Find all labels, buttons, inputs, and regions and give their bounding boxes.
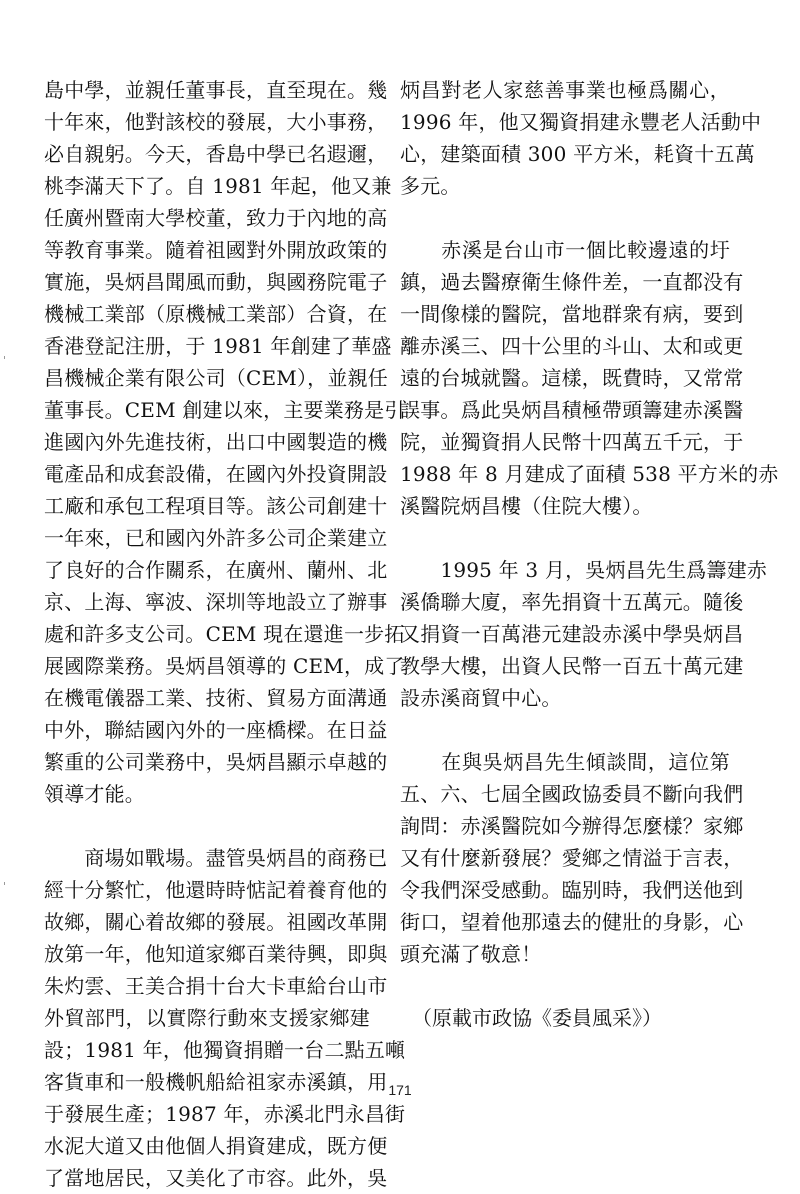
text-line: 繁重的公司業務中，吳炳昌顯示卓越的 [44,750,388,774]
text-line: 客貨車和一般機帆船給祖家赤溪鎮，用 [44,1070,388,1094]
text-line: 五、六、七屆全國政協委員不斷向我們 [400,782,744,806]
text-line: 進國內外先進技術，出口中國製造的機 [44,430,388,454]
text-line: 又有什麼新發展？愛鄉之情溢于言表， [400,846,744,870]
text-line: 炳昌對老人家慈善事業也極爲關心， [400,78,730,102]
scan-margin-mark [4,356,5,359]
text-line: 教學大樓，出資人民幣一百五十萬元建 [400,654,744,678]
text-line: 實施，吳炳昌聞風而動，與國務院電子 [44,270,388,294]
paragraph-gap [400,522,730,554]
text-line: 街口，望着他那遠去的健壯的身影，心 [400,910,744,934]
text-line: 溪醫院炳昌樓（住院大樓）。 [400,494,653,518]
text-line: 中外，聯結國內外的一座橋樑。在日益 [44,718,388,742]
text-line: 心，建築面積 300 平方米，耗資十五萬 [400,142,755,166]
text-line: 院，並獨資捐人民幣十四萬五千元，于 [400,430,744,454]
paragraph [44,74,405,810]
text-line: 故鄉，關心着故鄉的發展。祖國改革開 [44,910,388,934]
source-citation: （原載市政協《委員風采》） [412,1006,662,1030]
paragraph-gap [400,714,730,746]
text-line: 溪僑聯大廈，率先捐資十五萬元。隨後 [400,590,744,614]
text-line: 鎮，過去醫療衛生條件差，一直都没有 [400,270,744,294]
page-number: 171 [388,1082,412,1098]
text-line: 處和許多支公司。CEM 現在還進一步拓 [44,622,405,646]
text-line: 多元。 [400,174,461,198]
text-line: 了當地居民，又美化了市容。此外，吳 [44,1166,388,1190]
text-line: 離赤溪三、四十公里的斗山、太和或更 [400,334,744,358]
text-line: 必自親躬。今天，香島中學已名遐邇， [44,142,388,166]
text-line: 赤溪是台山市一個比較邊遠的圩 [400,238,730,262]
text-line: 放第一年，他知道家鄉百業待興，即與 [44,942,388,966]
paragraph-gap [400,202,730,234]
text-line: 又捐資一百萬港元建設赤溪中學吳炳昌 [400,622,744,646]
text-line: 1988 年 8 月建成了面積 538 平方米的赤 [400,462,779,486]
text-line: 昌機械企業有限公司（CEM），並親任 [44,366,388,390]
text-line: 設赤溪商貿中心。 [400,686,562,710]
text-line: 朱灼雲、王美合捐十台大卡車給台山市 [44,974,388,998]
text-line: 在與吳炳昌先生傾談間，這位第 [400,750,730,774]
paragraph-gap [44,810,370,842]
text-line: 一間像樣的醫院，當地群衆有病，要到 [400,302,744,326]
paragraph [400,746,744,970]
text-line: 島中學，並親任董事長，直至現在。幾 [44,78,388,102]
text-line: 于發展生產；1987 年，赤溪北門永昌街 [44,1102,406,1126]
text-line: 香港登記注册，于 1981 年創建了華盛 [44,334,392,358]
text-line: 誤事。爲此吳炳昌積極帶頭籌建赤溪醫 [400,398,744,422]
text-line: 經十分繁忙，他還時時惦記着養育他的 [44,878,388,902]
text-line: 十年來，他對該校的發展，大小事務， [44,110,388,134]
text-line: 詢問：赤溪醫院如今辦得怎麼樣？家鄉 [400,814,744,838]
scan-margin-mark [4,882,5,885]
text-line: 在機電儀器工業、技術、貿易方面溝通 [44,686,388,710]
text-line: 了良好的合作關系，在廣州、蘭州、北 [44,558,388,582]
text-line: 等教育事業。隨着祖國對外開放政策的 [44,238,388,262]
text-line: 水泥大道又由他個人捐資建成，既方便 [44,1134,388,1158]
text-line: 一年來，已和國內外許多公司企業建立 [44,526,388,550]
text-line: 展國際業務。吳炳昌領導的 CEM，成了 [44,654,405,678]
text-line: 遠的台城就醫。這樣，既費時，又常常 [400,366,744,390]
text-line: 令我們深受感動。臨别時，我們送他到 [400,878,744,902]
text-line: 設；1981 年，他獨資捐贈一台二點五噸 [44,1038,406,1062]
text-line: 領導才能。 [44,782,145,806]
text-line: 外貿部門，以實際行動來支援家鄉建 [44,1006,370,1030]
text-line: 機械工業部（原機械工業部）合資，在 [44,302,388,326]
paragraph [400,74,762,202]
text-line: 頭充滿了敬意！ [400,942,542,966]
paragraph [400,554,768,714]
text-line: 董事長。CEM 創建以來，主要業務是引 [44,398,405,422]
text-line: 商場如戰場。盡管吳炳昌的商務已 [44,846,388,870]
right-column [400,74,779,1034]
text-line: 電產品和成套設備，在國內外投資開設 [44,462,388,486]
text-line: 1995 年 3 月，吳炳昌先生爲籌建赤 [400,558,768,582]
text-line: 京、上海、寧波、深圳等地設立了辦事 [44,590,388,614]
paragraph-gap [400,970,730,1002]
text-line: 1996 年，他又獨資捐建永豐老人活動中 [400,110,762,134]
text-line: 任廣州暨南大學校董，致力于內地的高 [44,206,388,230]
text-line: 桃李滿天下了。自 1981 年起，他又兼 [44,174,392,198]
text-line: 工廠和承包工程項目等。該公司創建十 [44,494,388,518]
paragraph [400,234,779,522]
